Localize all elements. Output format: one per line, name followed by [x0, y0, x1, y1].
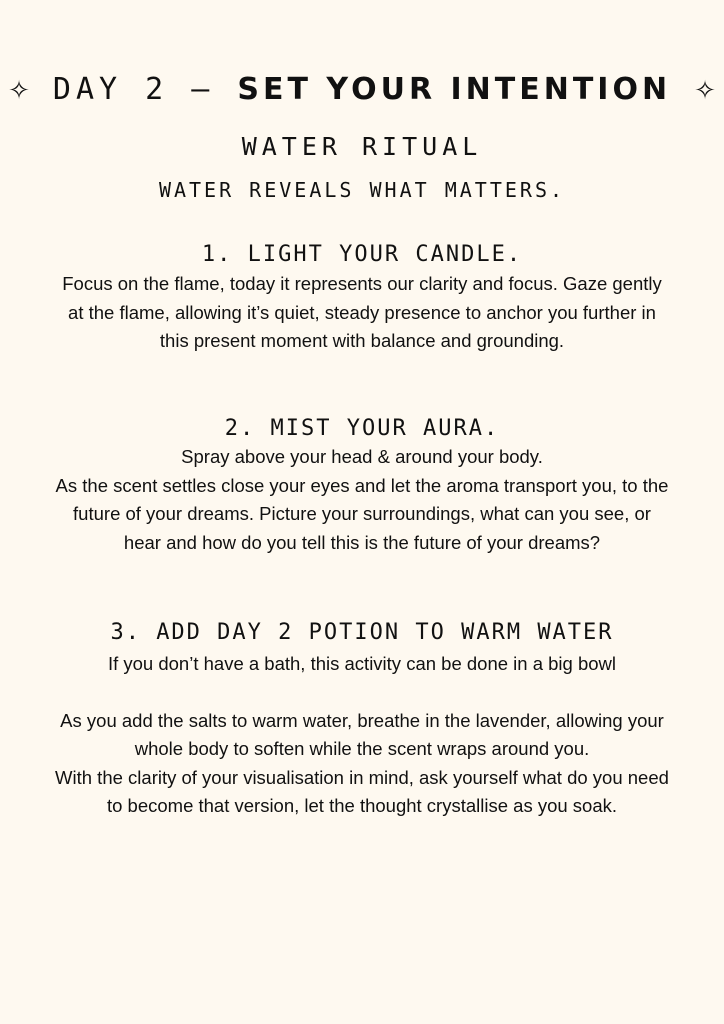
step-2-heading: 2. MIST YOUR AURA.: [224, 416, 500, 441]
step-3-paragraph: If you don’t have a bath, this activity can be done in a big bowl: [107, 653, 617, 674]
step-1-body: [52, 270, 672, 356]
sparkle-left-icon: ✧: [8, 76, 30, 106]
paragraph-spacer: [52, 679, 672, 707]
step-2-paragraph: Spray above your head & around your body.: [181, 446, 543, 467]
page-title: [0, 72, 724, 107]
step-1-heading: 1. LIGHT YOUR CANDLE.: [201, 242, 523, 267]
sparkle-right-icon: ✧: [694, 76, 716, 106]
title-bold: SET YOUR INTENTION: [237, 72, 672, 107]
step-1-paragraph: Focus on the flame, today it represents our clarity and focus. Gaze gently at the flame, allowing it’s quiet, steady presence to anchor you further in this present moment with balance and grounding.: [62, 273, 662, 351]
step-3-heading: 3. ADD DAY 2 POTION TO WARM WATER: [110, 620, 614, 645]
page-tagline: WATER REVEALS WHAT MATTERS.: [158, 178, 566, 202]
step-2-paragraph: As the scent settles close your eyes and let the aroma transport you, to the future of your dreams. Picture your surroundings, what can you see, or hear and how do you tell this is the future of your dreams?: [55, 474, 669, 553]
page-subtitle: WATER RITUAL: [241, 132, 483, 161]
step-3-body: [52, 650, 672, 821]
step-2-body: [52, 443, 672, 557]
title-prefix: DAY 2 –: [52, 72, 238, 107]
step-3-paragraph: With the clarity of your visualisation in mind, ask yourself what do you need to become that version, let the thought crystallise as you soak.: [55, 766, 669, 816]
step-3-paragraph: As you add the salts to warm water, breathe in the lavender, allowing your whole body to soften while the scent wraps around you.: [60, 709, 664, 759]
